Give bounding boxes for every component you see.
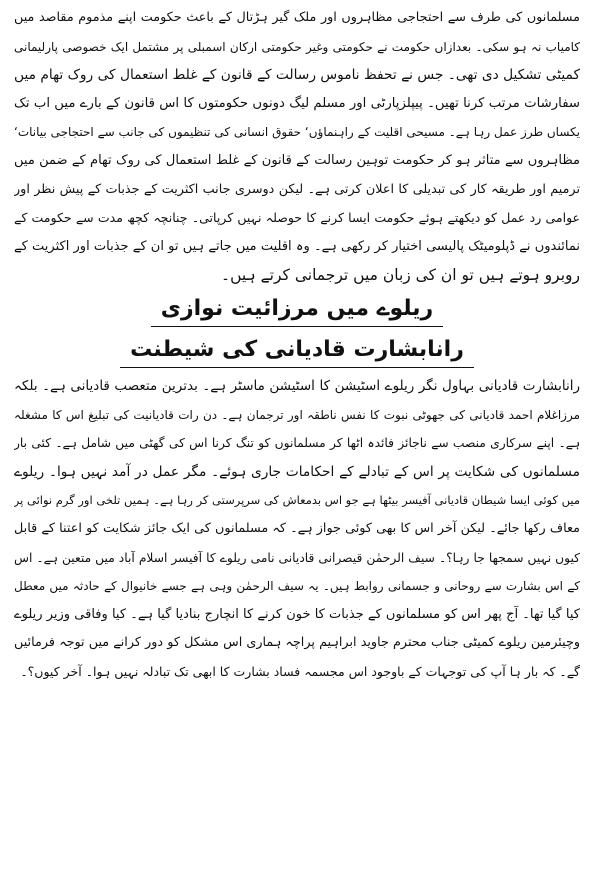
section-heading-block — [14, 292, 580, 368]
text-line: مسلمانوں کی شکایت پر اس کے تبادلے کے احکامات جاری ہوئے۔ مگر عمل در آمد نہیں ہوا۔ ریلوے — [14, 463, 580, 480]
text-line: مرزاغلام احمد قادیانی کی جھوٹی نبوت کا نفس ناطقہ اور ترجمان ہے۔ دن رات قادیانیت کی تبلیغ اس کا مشغلہ — [14, 407, 580, 422]
paragraph-article — [14, 372, 580, 687]
text-line: مسلمانوں کی طرف سے احتجاجی مظاہروں اور ملک گیر ہڑتال کے باعث حکومت اپنے مذموم مقاصد میں — [14, 10, 580, 25]
text-line: معاف رکھا جائے۔ لیکن آخر اس کا بھی کوئی جواز ہے۔ کہ مسلمانوں کی ایک جائز شکایت کو اعتنا کے قابل — [14, 520, 580, 536]
text-line: نمائندوں نے ڈپلومیٹک پالیسی اختیار کر رکھی ہے۔ وہ اقلیت میں جاتے ہیں تو ان کے جذبات اور اکثریت کے — [14, 238, 580, 254]
section-heading: ریلوے میں مرزائیت نوازی — [151, 292, 443, 327]
text-line: رانابشارت قادیانی بہاول نگر ریلوے اسٹیشن کا اسٹیشن ماسٹر ہے۔ بدترین متعصب قادیانی ہے۔ بلکہ — [14, 377, 580, 394]
text-line: کے اس بشارت سے روحانی و جسمانی روابط ہیں۔ یہ سیف الرحمٰن وہی ہے جسے خانیوال کے حادثہ میں معطل — [14, 579, 580, 594]
text-line: کیا گیا تھا۔ آج پھر اس کو مسلمانوں کے جذبات کا خون کرنے کا انچارج بنادیا گیا ہے۔ کیا وفاقی وزیر ریلوے — [14, 606, 580, 622]
paragraph-intro — [14, 4, 580, 290]
text-line: ترمیم اور طریقہ کار کی تبدیلی کا اعلان کرتی ہے۔ لیکن دوسری جانب اکثریت کے جذبات کے پیش نظر اور — [14, 181, 580, 197]
text-line: گے۔ کہ بار ہا آپ کی توجہات کے باوجود اس مجسمہ فساد بشارت کا ابھی تک تبادلہ نہیں ہوا۔ آخر کیوں؟۔ — [20, 663, 580, 679]
text-line: روبرو ہوتے ہیں تو ان کی زبان میں ترجمانی کرتے ہیں۔ — [221, 266, 580, 285]
text-line: کیوں نہیں سمجھا جا رہا؟۔ سیف الرحمٰن قیصرانی قادیانی نامی ریلوے کا آفیسر اسلام آباد میں متعین ہے۔ اس — [14, 550, 580, 565]
text-line: وچیئرمین ریلوے کمیٹی جناب محترم جاوید ابراہیم پراچہ ہماری اس مشکل کو دور کرانے میں توجہ فرمائیں — [14, 635, 580, 651]
text-line: کمیٹی تشکیل دی تھی۔ جس نے تحفظ ناموس رسالت کے قانون کے غلط استعمال کی روک تھام میں — [14, 67, 580, 84]
text-line: کامیاب نہ ہو سکی۔ بعدازاں حکومت نے حکومتی وغیر حکومتی ارکان اسمبلی پر مشتمل ایک خصوصی پارلیمانی — [14, 39, 580, 54]
text-line: سفارشات مرتب کرنا تھیں۔ پیپلزپارٹی اور مسلم لیگ دونوں حکومتوں کا اس قانون کے بارے میں اب تک — [14, 95, 580, 111]
text-line: مظاہروں سے متاثر ہو کر حکومت توہین رسالت کے قانون کے غلط استعمال کی روک تھام کے ضمن میں — [14, 152, 580, 168]
text-line: یکساں طرز عمل رہا ہے۔ مسیحی اقلیت کے راہنماؤں‘ حقوق انسانی کی تنظیموں کی جانب سے احتجاجی بیانات‘ — [14, 125, 580, 140]
text-line: ہے۔ اپنے سرکاری منصب سے ناجائز فائدہ اٹھا کر مسلمانوں کو تنگ کرنا اس کی گھٹی میں شامل ہے۔ کئی بار — [14, 436, 580, 451]
text-line: عوامی رد عمل کو دیکھتے ہوئے حکومت ایسا کرنے کا حوصلہ نہیں کرپاتی۔ چنانچہ کچھ مدت سے حکومت کے — [14, 210, 580, 226]
text-line: میں کوئی ایسا شیطان قادیانی آفیسر بیٹھا ہے جو اس بدمعاش کی سرپرستی کر رہا ہے۔ ہمیں تلخی اور گرم نوائی پر — [14, 493, 580, 508]
section-subheading: رانابشارت قادیانی کی شیطنت — [120, 333, 474, 368]
